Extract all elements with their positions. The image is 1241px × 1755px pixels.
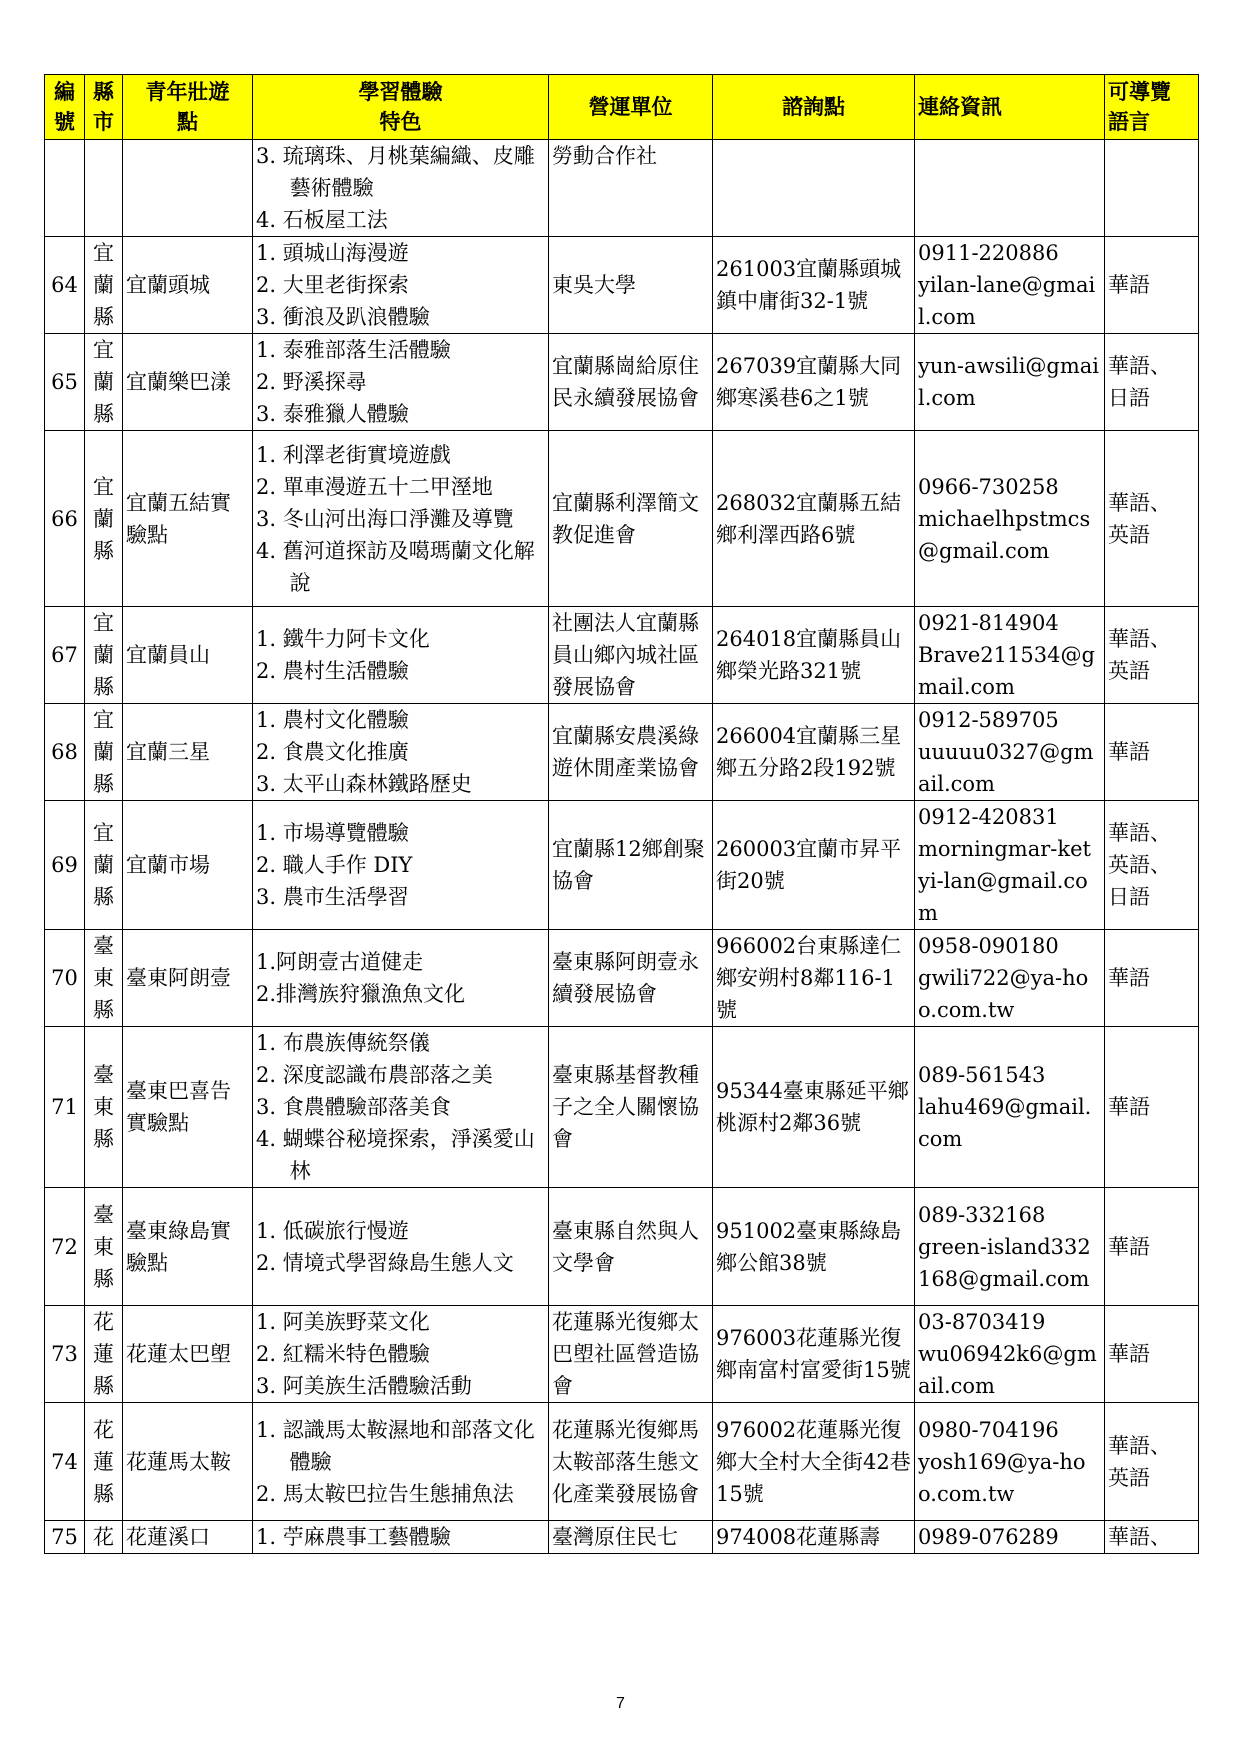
header-line: 縣 xyxy=(93,80,114,104)
county-char: 東 xyxy=(93,966,114,990)
header-features xyxy=(253,75,549,140)
table-row xyxy=(45,140,1199,237)
feature-item: 1. 布農族傳統祭儀 xyxy=(256,1031,430,1055)
header-line: 青年壯遊 xyxy=(145,80,230,104)
site-name: 臺東綠島實驗點 xyxy=(123,1188,253,1306)
features-cell xyxy=(253,1188,549,1306)
languages-cell xyxy=(1105,1306,1199,1403)
page-number: 7 xyxy=(616,1695,625,1712)
header-line: 學習體驗 xyxy=(358,80,443,104)
header-address xyxy=(713,75,915,140)
site-number xyxy=(45,140,85,237)
county-char: 蓮 xyxy=(93,1449,114,1474)
site-number: 72 xyxy=(45,1188,85,1306)
header-line: 點 xyxy=(177,110,198,134)
address-cell: 264018宜蘭縣員山鄉榮光路321號 xyxy=(713,607,915,704)
contact-cell xyxy=(915,431,1105,607)
operator-cell: 花蓮縣光復鄉太巴塱社區營造協會 xyxy=(549,1306,713,1403)
header-contact xyxy=(915,75,1105,140)
county-char: 蘭 xyxy=(93,740,114,764)
table-body xyxy=(45,140,1199,1554)
languages-cell xyxy=(1105,1188,1199,1306)
languages-cell xyxy=(1105,704,1199,801)
county-char: 宜 xyxy=(93,708,114,732)
feature-item: 4. 蝴蝶谷秘境探索，淨溪愛山林 xyxy=(256,1127,535,1183)
table-row xyxy=(45,1306,1199,1403)
county-cell xyxy=(85,334,123,431)
table-row xyxy=(45,1188,1199,1306)
language-item: 華語、 xyxy=(1108,627,1171,651)
contact-line: 0980-704196 xyxy=(918,1417,1059,1442)
contact-line: Brave211534@gmail.com xyxy=(918,643,1095,699)
feature-item: 3. 琉璃珠、月桃葉編織、皮雕藝術體驗 xyxy=(256,144,535,200)
contact-line: 089-561543 xyxy=(918,1063,1046,1087)
contact-cell xyxy=(915,334,1105,431)
county-char: 縣 xyxy=(93,675,114,699)
contact-line: 03-8703419 xyxy=(918,1310,1046,1334)
site-name: 花蓮太巴塱 xyxy=(123,1306,253,1403)
contact-cell xyxy=(915,140,1105,237)
county-char: 縣 xyxy=(93,1374,114,1398)
language-item: 華語 xyxy=(1108,273,1150,297)
languages-cell xyxy=(1105,140,1199,237)
contact-line: yosh169@ya-hoo.com.tw xyxy=(918,1449,1086,1506)
language-item: 華語、 xyxy=(1108,821,1171,845)
feature-item: 2. 深度認識布農部落之美 xyxy=(256,1063,493,1087)
feature-item: 2. 職人手作 DIY xyxy=(256,853,413,877)
languages-cell xyxy=(1105,607,1199,704)
feature-item: 1. 苧麻農事工藝體驗 xyxy=(256,1525,451,1549)
header-line: 諮詢點 xyxy=(782,95,845,119)
feature-item: 1. 利澤老街實境遊戲 xyxy=(256,442,451,467)
address-cell: 95344臺東縣延平鄉桃源村2鄰36號 xyxy=(713,1027,915,1188)
county-char: 東 xyxy=(93,1234,114,1259)
contact-line: green-island332168@gmail.com xyxy=(918,1234,1091,1291)
site-name: 臺東阿朗壹 xyxy=(123,930,253,1027)
header-line: 特色 xyxy=(379,110,422,134)
table-row xyxy=(45,801,1199,930)
language-item: 日語 xyxy=(1108,885,1150,909)
feature-item: 1. 低碳旅行慢遊 xyxy=(256,1218,409,1243)
table-row xyxy=(45,1521,1199,1554)
feature-item: 1. 農村文化體驗 xyxy=(256,708,409,732)
county-char: 蘭 xyxy=(93,506,114,531)
contact-cell xyxy=(915,1306,1105,1403)
site-number: 68 xyxy=(45,704,85,801)
contact-line: michaelhpstmcs@gmail.com xyxy=(918,506,1091,563)
address-cell: 974008花蓮縣壽 xyxy=(713,1521,915,1554)
county-char: 縣 xyxy=(93,1481,114,1506)
county-char: 臺 xyxy=(93,934,114,958)
header-line: 市 xyxy=(93,110,114,134)
address-cell: 976002花蓮縣光復鄉大全村大全街42巷15號 xyxy=(713,1403,915,1521)
feature-item: 1. 認識馬太鞍濕地和部落文化體驗 xyxy=(256,1417,535,1474)
feature-item: 3. 衝浪及趴浪體驗 xyxy=(256,305,430,329)
contact-line: 089-332168 xyxy=(918,1202,1046,1227)
county-cell xyxy=(85,1403,123,1521)
county-char: 花 xyxy=(93,1525,114,1549)
header-line: 營運單位 xyxy=(588,95,673,119)
contact-cell xyxy=(915,1188,1105,1306)
table-row xyxy=(45,704,1199,801)
site-number: 71 xyxy=(45,1027,85,1188)
header-site xyxy=(123,75,253,140)
county-char: 縣 xyxy=(93,1127,114,1151)
site-name: 宜蘭頭城 xyxy=(123,237,253,334)
address-cell: 268032宜蘭縣五結鄉利澤西路6號 xyxy=(713,431,915,607)
feature-item: 3. 太平山森林鐵路歷史 xyxy=(256,772,472,796)
table-row xyxy=(45,607,1199,704)
language-item: 日語 xyxy=(1108,386,1150,410)
languages-cell xyxy=(1105,801,1199,930)
county-cell xyxy=(85,1521,123,1554)
feature-item: 3. 阿美族生活體驗活動 xyxy=(256,1374,472,1398)
site-number: 67 xyxy=(45,607,85,704)
feature-item: 2. 情境式學習綠島生態人文 xyxy=(256,1250,514,1275)
address-cell: 966002台東縣達仁鄉安朔村8鄰116-1號 xyxy=(713,930,915,1027)
county-char: 縣 xyxy=(93,998,114,1022)
feature-item: 1.阿朗壹古道健走 xyxy=(256,950,424,974)
site-name: 花蓮馬太鞍 xyxy=(123,1403,253,1521)
site-number: 69 xyxy=(45,801,85,930)
address-cell xyxy=(713,140,915,237)
county-char: 宜 xyxy=(93,241,114,265)
contact-cell xyxy=(915,801,1105,930)
features-cell xyxy=(253,1403,549,1521)
features-cell xyxy=(253,801,549,930)
features-cell xyxy=(253,1521,549,1554)
contact-line: 0921-814904 xyxy=(918,611,1059,635)
language-item: 英語 xyxy=(1108,522,1150,547)
header-line: 語言 xyxy=(1108,110,1150,134)
contact-line: yilan-lane@gmail.com xyxy=(918,273,1096,329)
site-number: 70 xyxy=(45,930,85,1027)
feature-item: 3. 食農體驗部落美食 xyxy=(256,1095,451,1119)
language-item: 華語 xyxy=(1108,1342,1150,1366)
languages-cell xyxy=(1105,237,1199,334)
county-cell xyxy=(85,1188,123,1306)
feature-item: 2. 紅糯米特色體驗 xyxy=(256,1342,430,1366)
site-name xyxy=(123,140,253,237)
contact-line: 0911-220886 xyxy=(918,241,1059,265)
table-row xyxy=(45,431,1199,607)
county-char: 蘭 xyxy=(93,643,114,667)
contact-cell xyxy=(915,1027,1105,1188)
contact-line: 0989-076289 xyxy=(918,1525,1059,1549)
feature-item: 2. 大里老街探索 xyxy=(256,273,409,297)
contact-cell xyxy=(915,1403,1105,1521)
feature-item: 2. 食農文化推廣 xyxy=(256,740,409,764)
operator-cell: 宜蘭縣12鄉創聚協會 xyxy=(549,801,713,930)
operator-cell: 社團法人宜蘭縣員山鄉內城社區發展協會 xyxy=(549,607,713,704)
county-cell xyxy=(85,431,123,607)
contact-line: 0966-730258 xyxy=(918,474,1059,499)
contact-cell xyxy=(915,930,1105,1027)
experience-table xyxy=(44,74,1199,1554)
operator-cell: 臺東縣自然與人文學會 xyxy=(549,1188,713,1306)
table-row xyxy=(45,334,1199,431)
site-name: 宜蘭樂巴漾 xyxy=(123,334,253,431)
feature-item: 2. 單車漫遊五十二甲溼地 xyxy=(256,474,493,499)
address-cell: 266004宜蘭縣三星鄉五分路2段192號 xyxy=(713,704,915,801)
feature-item: 4. 舊河道探訪及噶瑪蘭文化解說 xyxy=(256,538,535,595)
header-line: 編 xyxy=(54,80,75,104)
operator-cell: 勞動合作社 xyxy=(549,140,713,237)
feature-item: 1. 鐵牛力阿卡文化 xyxy=(256,627,430,651)
contact-line: yun-awsili@gmail.com xyxy=(918,354,1100,410)
languages-cell xyxy=(1105,431,1199,607)
language-item: 華語 xyxy=(1108,1234,1150,1259)
feature-item: 2. 農村生活體驗 xyxy=(256,659,409,683)
contact-line: gwili722@ya-hoo.com.tw xyxy=(918,966,1089,1022)
county-char: 縣 xyxy=(93,305,114,329)
county-char: 宜 xyxy=(93,821,114,845)
county-char: 縣 xyxy=(93,772,114,796)
features-cell xyxy=(253,334,549,431)
table-row xyxy=(45,930,1199,1027)
site-number: 65 xyxy=(45,334,85,431)
language-item: 華語 xyxy=(1108,740,1150,764)
feature-item: 3. 冬山河出海口淨灘及導覽 xyxy=(256,506,514,531)
language-item: 華語 xyxy=(1108,1095,1150,1119)
address-cell: 261003宜蘭縣頭城鎮中庸街32-1號 xyxy=(713,237,915,334)
contact-cell xyxy=(915,1521,1105,1554)
features-cell xyxy=(253,607,549,704)
languages-cell xyxy=(1105,1521,1199,1554)
site-name: 花蓮溪口 xyxy=(123,1521,253,1554)
feature-item: 2. 野溪探尋 xyxy=(256,370,367,394)
languages-cell xyxy=(1105,334,1199,431)
site-name: 宜蘭三星 xyxy=(123,704,253,801)
county-char: 蓮 xyxy=(93,1342,114,1366)
header-number xyxy=(45,75,85,140)
table-header-row xyxy=(45,75,1199,140)
county-cell xyxy=(85,1306,123,1403)
contact-line: wu06942k6@gmail.com xyxy=(918,1342,1097,1398)
features-cell xyxy=(253,140,549,237)
site-number: 75 xyxy=(45,1521,85,1554)
operator-cell: 宜蘭縣利澤簡文教促進會 xyxy=(549,431,713,607)
county-char: 蘭 xyxy=(93,273,114,297)
county-char: 東 xyxy=(93,1095,114,1119)
county-cell xyxy=(85,607,123,704)
languages-cell xyxy=(1105,1403,1199,1521)
county-char: 縣 xyxy=(93,885,114,909)
site-number: 64 xyxy=(45,237,85,334)
county-char: 花 xyxy=(93,1310,114,1334)
site-number: 66 xyxy=(45,431,85,607)
address-cell: 267039宜蘭縣大同鄉寒溪巷6之1號 xyxy=(713,334,915,431)
county-char: 臺 xyxy=(93,1202,114,1227)
language-item: 英語 xyxy=(1108,1465,1150,1490)
features-cell xyxy=(253,431,549,607)
language-item: 英語 xyxy=(1108,659,1150,683)
language-item: 英語、 xyxy=(1108,853,1171,877)
county-char: 臺 xyxy=(93,1063,114,1087)
header-line: 號 xyxy=(54,110,75,134)
feature-item: 1. 市場導覽體驗 xyxy=(256,821,409,845)
site-name: 宜蘭員山 xyxy=(123,607,253,704)
site-number: 73 xyxy=(45,1306,85,1403)
county-char: 宜 xyxy=(93,338,114,362)
operator-cell: 宜蘭縣崗給原住民永續發展協會 xyxy=(549,334,713,431)
operator-cell: 宜蘭縣安農溪綠遊休閒產業協會 xyxy=(549,704,713,801)
language-item: 華語、 xyxy=(1108,354,1171,378)
county-char: 宜 xyxy=(93,611,114,635)
features-cell xyxy=(253,930,549,1027)
features-cell xyxy=(253,1306,549,1403)
operator-cell: 東吳大學 xyxy=(549,237,713,334)
county-cell xyxy=(85,1027,123,1188)
feature-item: 4. 石板屋工法 xyxy=(256,208,388,232)
header-languages xyxy=(1105,75,1199,140)
county-cell xyxy=(85,140,123,237)
county-char: 蘭 xyxy=(93,853,114,877)
table-row xyxy=(45,1403,1199,1521)
features-cell xyxy=(253,237,549,334)
feature-item: 3. 農市生活學習 xyxy=(256,885,409,909)
feature-item: 3. 泰雅獵人體驗 xyxy=(256,402,409,426)
feature-item: 2. 馬太鞍巴拉告生態捕魚法 xyxy=(256,1481,514,1506)
address-cell: 976003花蓮縣光復鄉南富村富愛街15號 xyxy=(713,1306,915,1403)
operator-cell: 花蓮縣光復鄉馬太鞍部落生態文化產業發展協會 xyxy=(549,1403,713,1521)
county-char: 縣 xyxy=(93,538,114,563)
contact-line: 0912-420831 xyxy=(918,805,1059,829)
contact-line: lahu469@gmail.com xyxy=(918,1095,1092,1151)
address-cell: 260003宜蘭市昇平街20號 xyxy=(713,801,915,930)
languages-cell xyxy=(1105,930,1199,1027)
language-item: 華語、 xyxy=(1108,1433,1171,1458)
contact-line: morningmar-ketyi-lan@gmail.com xyxy=(918,837,1091,925)
address-cell: 951002臺東縣綠島鄉公館38號 xyxy=(713,1188,915,1306)
features-cell xyxy=(253,1027,549,1188)
site-name: 臺東巴喜告實驗點 xyxy=(123,1027,253,1188)
feature-item: 1. 阿美族野菜文化 xyxy=(256,1310,430,1334)
contact-cell xyxy=(915,237,1105,334)
header-county xyxy=(85,75,123,140)
contact-line: 0958-090180 xyxy=(918,934,1059,958)
operator-cell: 臺東縣基督教種子之全人關懷協會 xyxy=(549,1027,713,1188)
site-name: 宜蘭五結實驗點 xyxy=(123,431,253,607)
features-cell xyxy=(253,704,549,801)
county-char: 花 xyxy=(93,1417,114,1442)
contact-line: uuuuu0327@gmail.com xyxy=(918,740,1094,796)
county-char: 宜 xyxy=(93,474,114,499)
feature-item: 1. 泰雅部落生活體驗 xyxy=(256,338,451,362)
header-line: 可導覽 xyxy=(1108,80,1171,104)
site-number: 74 xyxy=(45,1403,85,1521)
header-line: 連絡資訊 xyxy=(918,95,1002,119)
contact-cell xyxy=(915,607,1105,704)
county-char: 縣 xyxy=(93,402,114,426)
header-operator xyxy=(549,75,713,140)
county-cell xyxy=(85,237,123,334)
county-cell xyxy=(85,704,123,801)
county-cell xyxy=(85,930,123,1027)
operator-cell: 臺東縣阿朗壹永續發展協會 xyxy=(549,930,713,1027)
language-item: 華語、 xyxy=(1108,490,1171,515)
language-item: 華語、 xyxy=(1108,1525,1171,1549)
feature-item: 2.排灣族狩獵漁魚文化 xyxy=(256,982,466,1006)
contact-cell xyxy=(915,704,1105,801)
table-row xyxy=(45,237,1199,334)
table-row xyxy=(45,1027,1199,1188)
language-item: 華語 xyxy=(1108,966,1150,990)
site-name: 宜蘭市場 xyxy=(123,801,253,930)
languages-cell xyxy=(1105,1027,1199,1188)
contact-line: 0912-589705 xyxy=(918,708,1059,732)
county-char: 縣 xyxy=(93,1266,114,1291)
county-cell xyxy=(85,801,123,930)
operator-cell: 臺灣原住民七 xyxy=(549,1521,713,1554)
feature-item: 1. 頭城山海漫遊 xyxy=(256,241,409,265)
county-char: 蘭 xyxy=(93,370,114,394)
